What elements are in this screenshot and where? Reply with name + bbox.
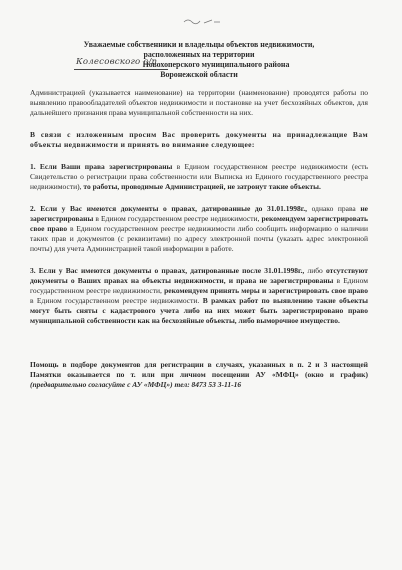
footer-paragraph [30, 360, 368, 390]
request-text: В связи с изложенным просим Вас проверить документы на принадлежащие Вам объекты недвижимости и принять во внимание следующее: [30, 130, 368, 149]
intro-paragraph: Администрацией (указывается наименование) на территории (наименование) проводятся работы по выявлению правообладателей объектов недвижимости и постановке на учет бесхозяйных объектов, для дальнейшего признания права муниципальной собственности на них. [30, 88, 368, 117]
region-name: Воронежской области [160, 70, 238, 79]
item-2-notreg: не зарегистрированы [30, 204, 368, 223]
item-3 [30, 266, 368, 326]
item-2 [30, 204, 368, 254]
item-2-rec: рекомендуем зарегистрировать свое право [30, 214, 368, 233]
item-2-mid1: однако права [307, 204, 361, 213]
pen-mark [182, 16, 222, 26]
blank-underline [74, 69, 168, 70]
district-name: Новохоперского муниципального района [142, 60, 290, 69]
item-3-mid1: либо [304, 266, 326, 275]
item-1 [30, 162, 368, 192]
item-3-lead: 3. Если у Вас имеются документы о правах, датированные после 31.01.1998г., [30, 266, 305, 275]
item-2-mid2: в Едином государственном реестре недвижимости, [93, 214, 262, 223]
item-1-body: в Едином государственном реестре недвижимости (есть Свидетельство о регистрации права собственности или Выписка из Единого государственного реестра недвижимости), [30, 162, 369, 191]
footer-text: Помощь в подборе документов для регистрации в случаях, указанных в п. 2 и 3 настоящей Памятки оказывается по т. или при личном посещении АУ «МФЦ» (окно и график) [30, 360, 368, 379]
item-1-tail: то работы, проводимые Администрацией, не затронут такие объекты. [83, 182, 321, 191]
request-paragraph [30, 130, 368, 150]
district-line [30, 57, 368, 70]
item-3-absent: отсутствуют документы о Ваших правах на объекты недвижимости, и права не зарегистрированы [30, 266, 368, 285]
item-2-tail: в Едином государственном реестре недвижимости либо сообщить информацию о наличии таких прав и документов (с реквизитами) по адресу электронной почты (указать адрес электронной почты) для учета Администрацией такой информации в работе. [30, 224, 368, 253]
item-3-mid2: в Едином государственном реестре недвижимости, [30, 276, 368, 295]
title-line-2: расположенных на территории [143, 50, 255, 59]
footer-contact: (предварительно согласуйте с АУ «МФЦ») тел: 8473 53 3-11-16 [30, 380, 242, 389]
item-3-rec: рекомендуем принять меры и зарегистрировать свое право [164, 286, 368, 295]
item-3-tail: В рамках работ по выявлению такие объекты могут быть сняты с кадастрового учета либо на них может быть зарегистрировано право муниципальной собственности как на бесхозяйные объекты, либо выморочное имущество. [30, 296, 368, 325]
handwritten-settlement: Колесовского с/п [76, 57, 158, 67]
item-2-lead: 2. Если у Вас имеются документы о правах, датированные до 31.01.1998г., [30, 204, 308, 213]
item-3-mid3: в Едином государственном реестре недвижимости. [30, 296, 203, 305]
item-1-lead: 1. Если Ваши права зарегистрированы [30, 162, 173, 171]
title-line-1: Уважаемые собственники и владельцы объектов недвижимости, [83, 40, 315, 49]
